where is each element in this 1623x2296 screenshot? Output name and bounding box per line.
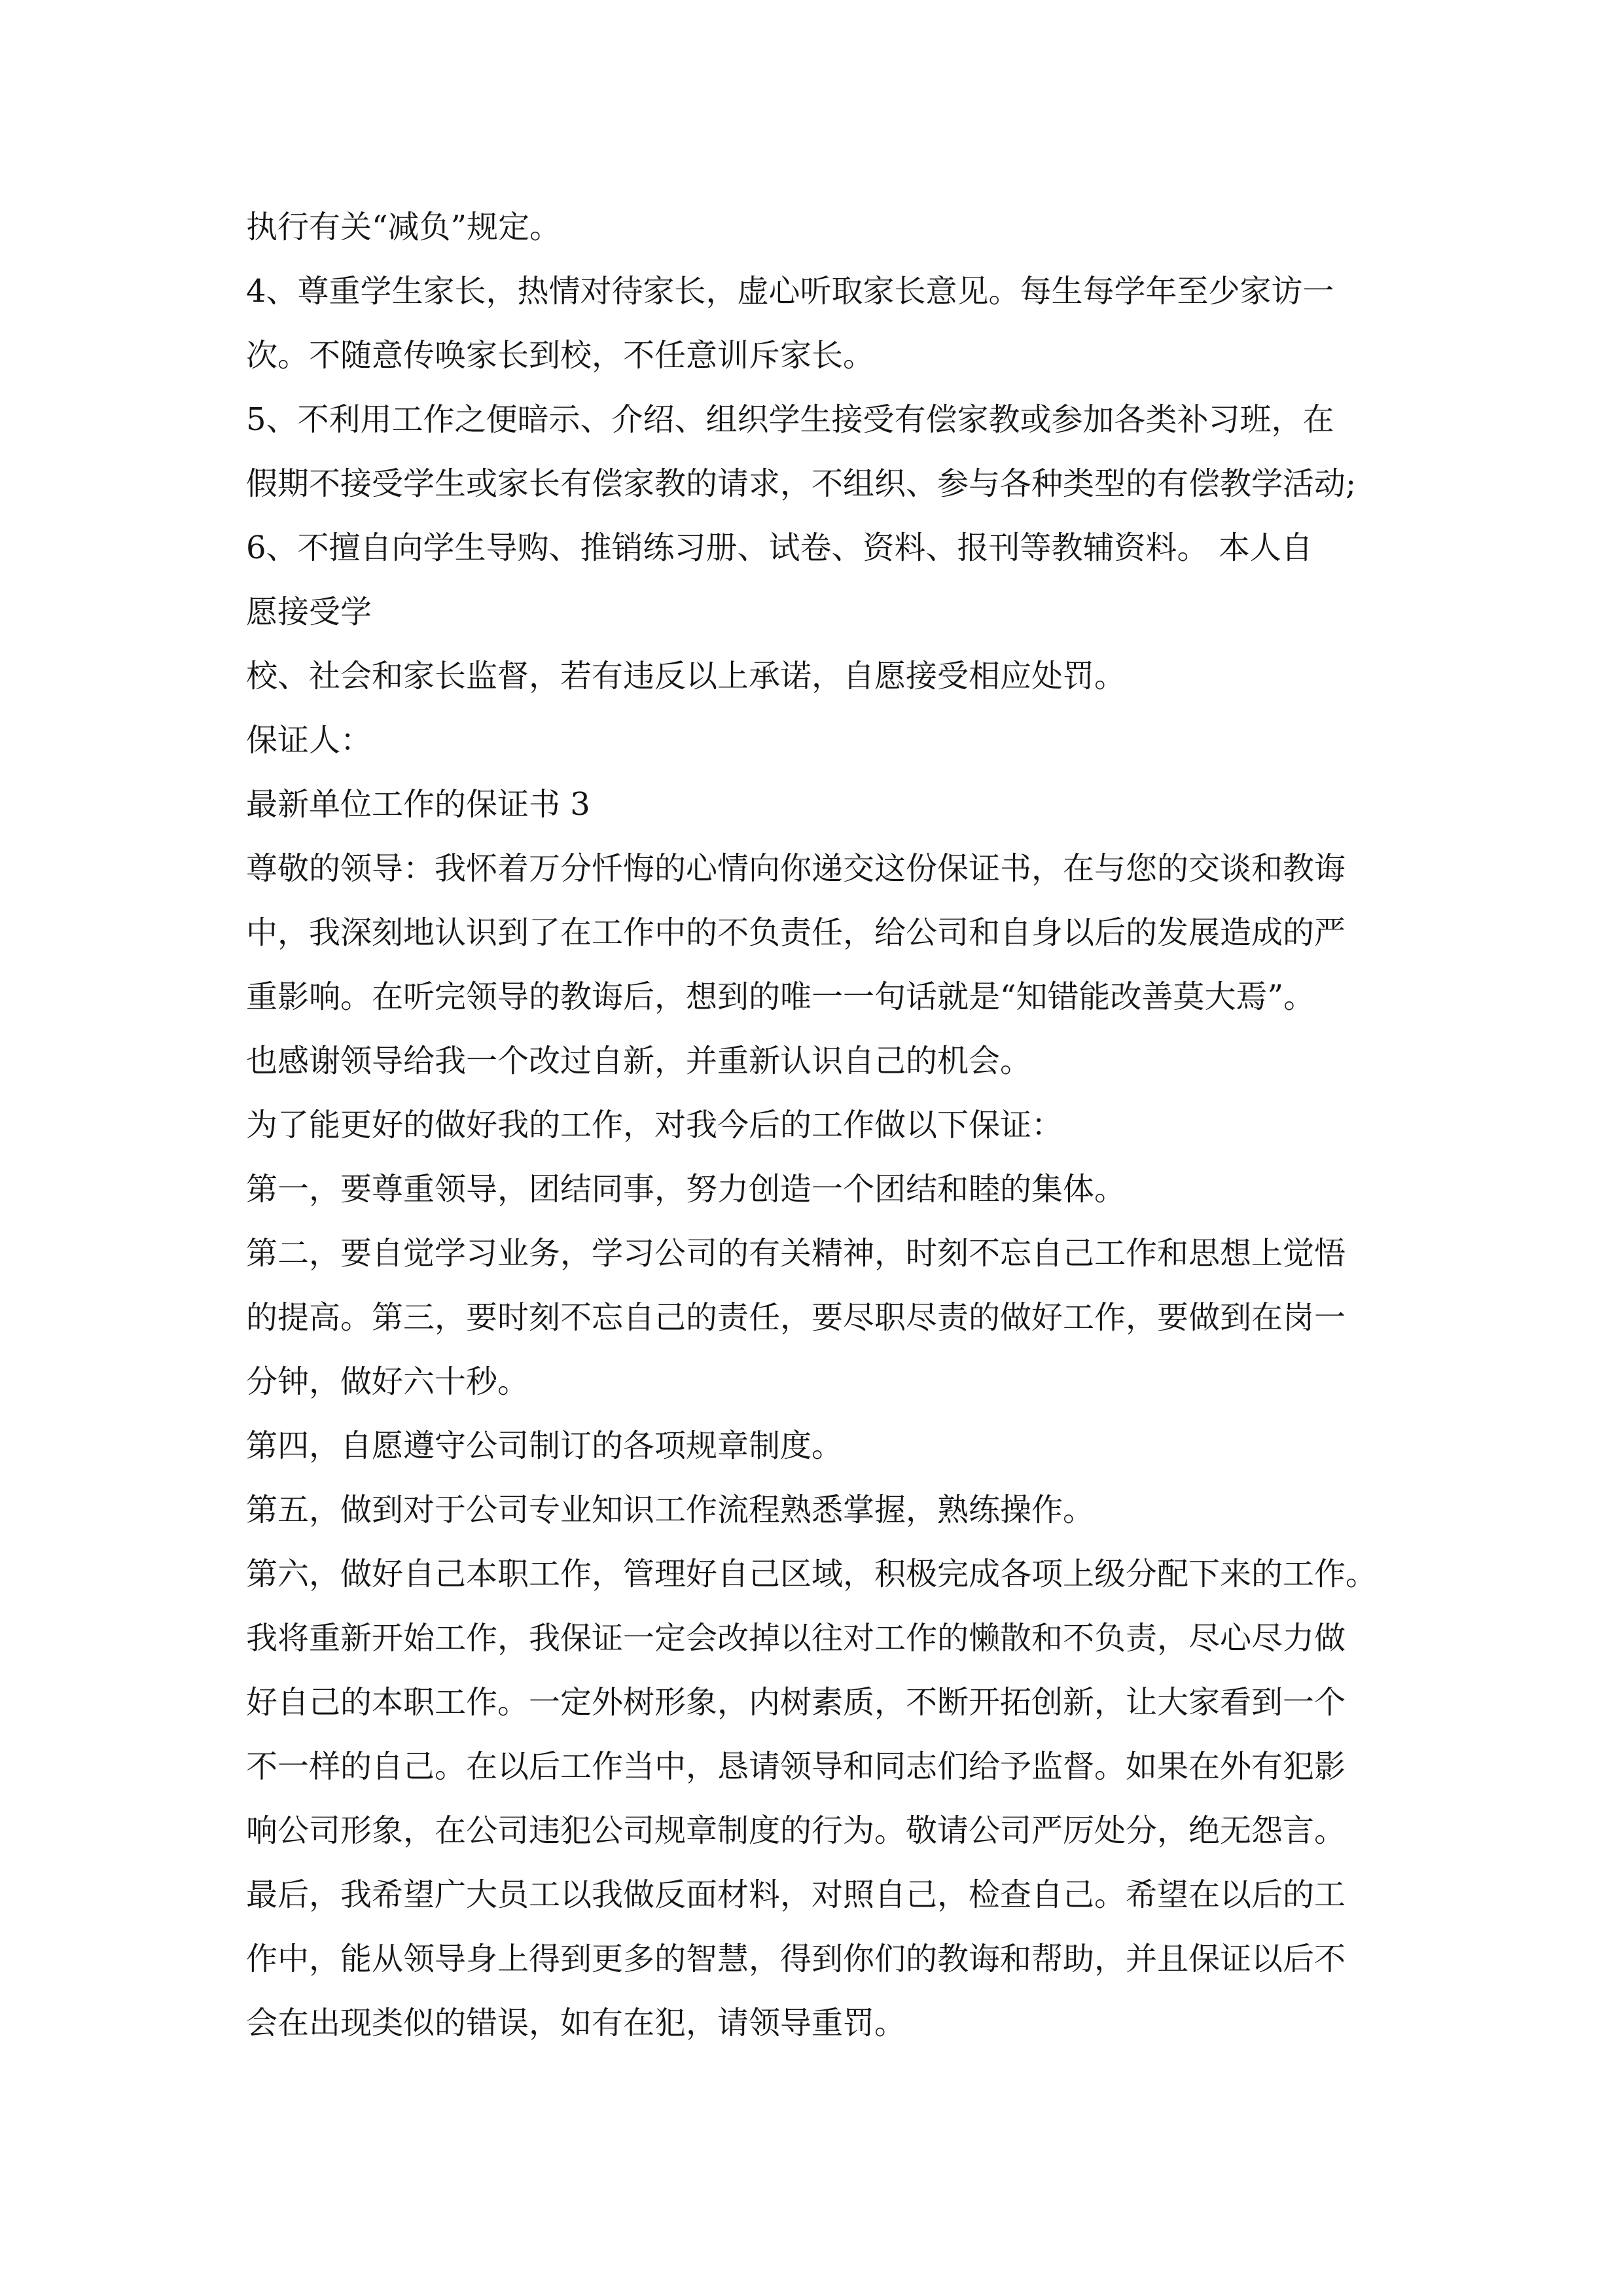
text-line: 次。不随意传唤家长到校，不任意训斥家长。: [246, 337, 875, 374]
text-line: 校、社会和家长监督，若有违反以上承诺，自愿接受相应处罚。: [246, 658, 1126, 694]
text-line: 5、不利用工作之便暗示、介绍、组织学生接受有偿家教或参加各类补习班，在: [246, 401, 1334, 438]
text-line: 尊敬的领导：我怀着万分忏悔的心情向你递交这份保证书，在与您的交谈和教诲: [246, 850, 1346, 887]
text-line: 第四，自愿遵守公司制订的各项规章制度。: [246, 1427, 844, 1464]
text-line: 中，我深刻地认识到了在工作中的不负责任，给公司和自身以后的发展造成的严: [246, 914, 1346, 951]
text-line: 好自己的本职工作。一定外树形象，内树素质，不断开拓创新，让大家看到一个: [246, 1684, 1346, 1721]
text-line: 第二，要自觉学习业务，学习公司的有关精神，时刻不忘自己工作和思想上觉悟: [246, 1235, 1346, 1272]
document-body: [246, 204, 1391, 2064]
text-line: 会在出现类似的错误，如有在犯，请领导重罚。: [246, 2005, 906, 2041]
text-line: 不一样的自己。在以后工作当中，恳请领导和同志们给予监督。如果在外有犯影: [246, 1748, 1346, 1785]
text-line: 6、不擅自向学生导购、推销练习册、试卷、资料、报刊等教辅资料。 本人自: [246, 529, 1313, 566]
text-line: 重影响。在听完领导的教诲后，想到的唯一一句话就是“知错能改善莫大焉”。: [246, 978, 1315, 1015]
text-line: 第六，做好自己本职工作，管理好自己区域，积极完成各项上级分配下来的工作。: [246, 1556, 1378, 1592]
text-line: 第一，要尊重领导，团结同事，努力创造一个团结和睦的集体。: [246, 1171, 1126, 1208]
section-title: 最新单位工作的保证书 3: [246, 786, 590, 823]
text-line: 的提高。第三，要时刻不忘自己的责任，要尽职尽责的做好工作，要做到在岗一: [246, 1299, 1346, 1336]
text-line: 也感谢领导给我一个改过自新，并重新认识自己的机会。: [246, 1043, 1032, 1079]
text-line: 第五，做到对于公司专业知识工作流程熟悉掌握，熟练操作。: [246, 1492, 1095, 1528]
text-line: 执行有关“减负”规定。: [246, 209, 562, 245]
text-line: 最后，我希望广大员工以我做反面材料，对照自己，检查自己。希望在以后的工: [246, 1876, 1346, 1913]
signature-label: 保证人：: [246, 722, 372, 759]
text-line: 分钟，做好六十秒。: [246, 1363, 529, 1400]
text-line: 为了能更好的做好我的工作，对我今后的工作做以下保证：: [246, 1107, 1063, 1143]
text-line: 我将重新开始工作，我保证一定会改掉以往对工作的懒散和不负责，尽心尽力做: [246, 1620, 1346, 1657]
text-line: 响公司形象，在公司违犯公司规章制度的行为。敬请公司严厉处分，绝无怨言。: [246, 1812, 1346, 1849]
text-line: 4、尊重学生家长，热情对待家长，虚心听取家长意见。每生每学年至少家访一: [246, 273, 1334, 310]
text-line: 假期不接受学生或家长有偿家教的请求，不组织、参与各种类型的有偿教学活动;: [246, 465, 1357, 502]
text-line: 作中，能从领导身上得到更多的智慧，得到你们的教诲和帮助，并且保证以后不: [246, 1941, 1346, 1977]
text-line: 愿接受学: [246, 594, 372, 630]
